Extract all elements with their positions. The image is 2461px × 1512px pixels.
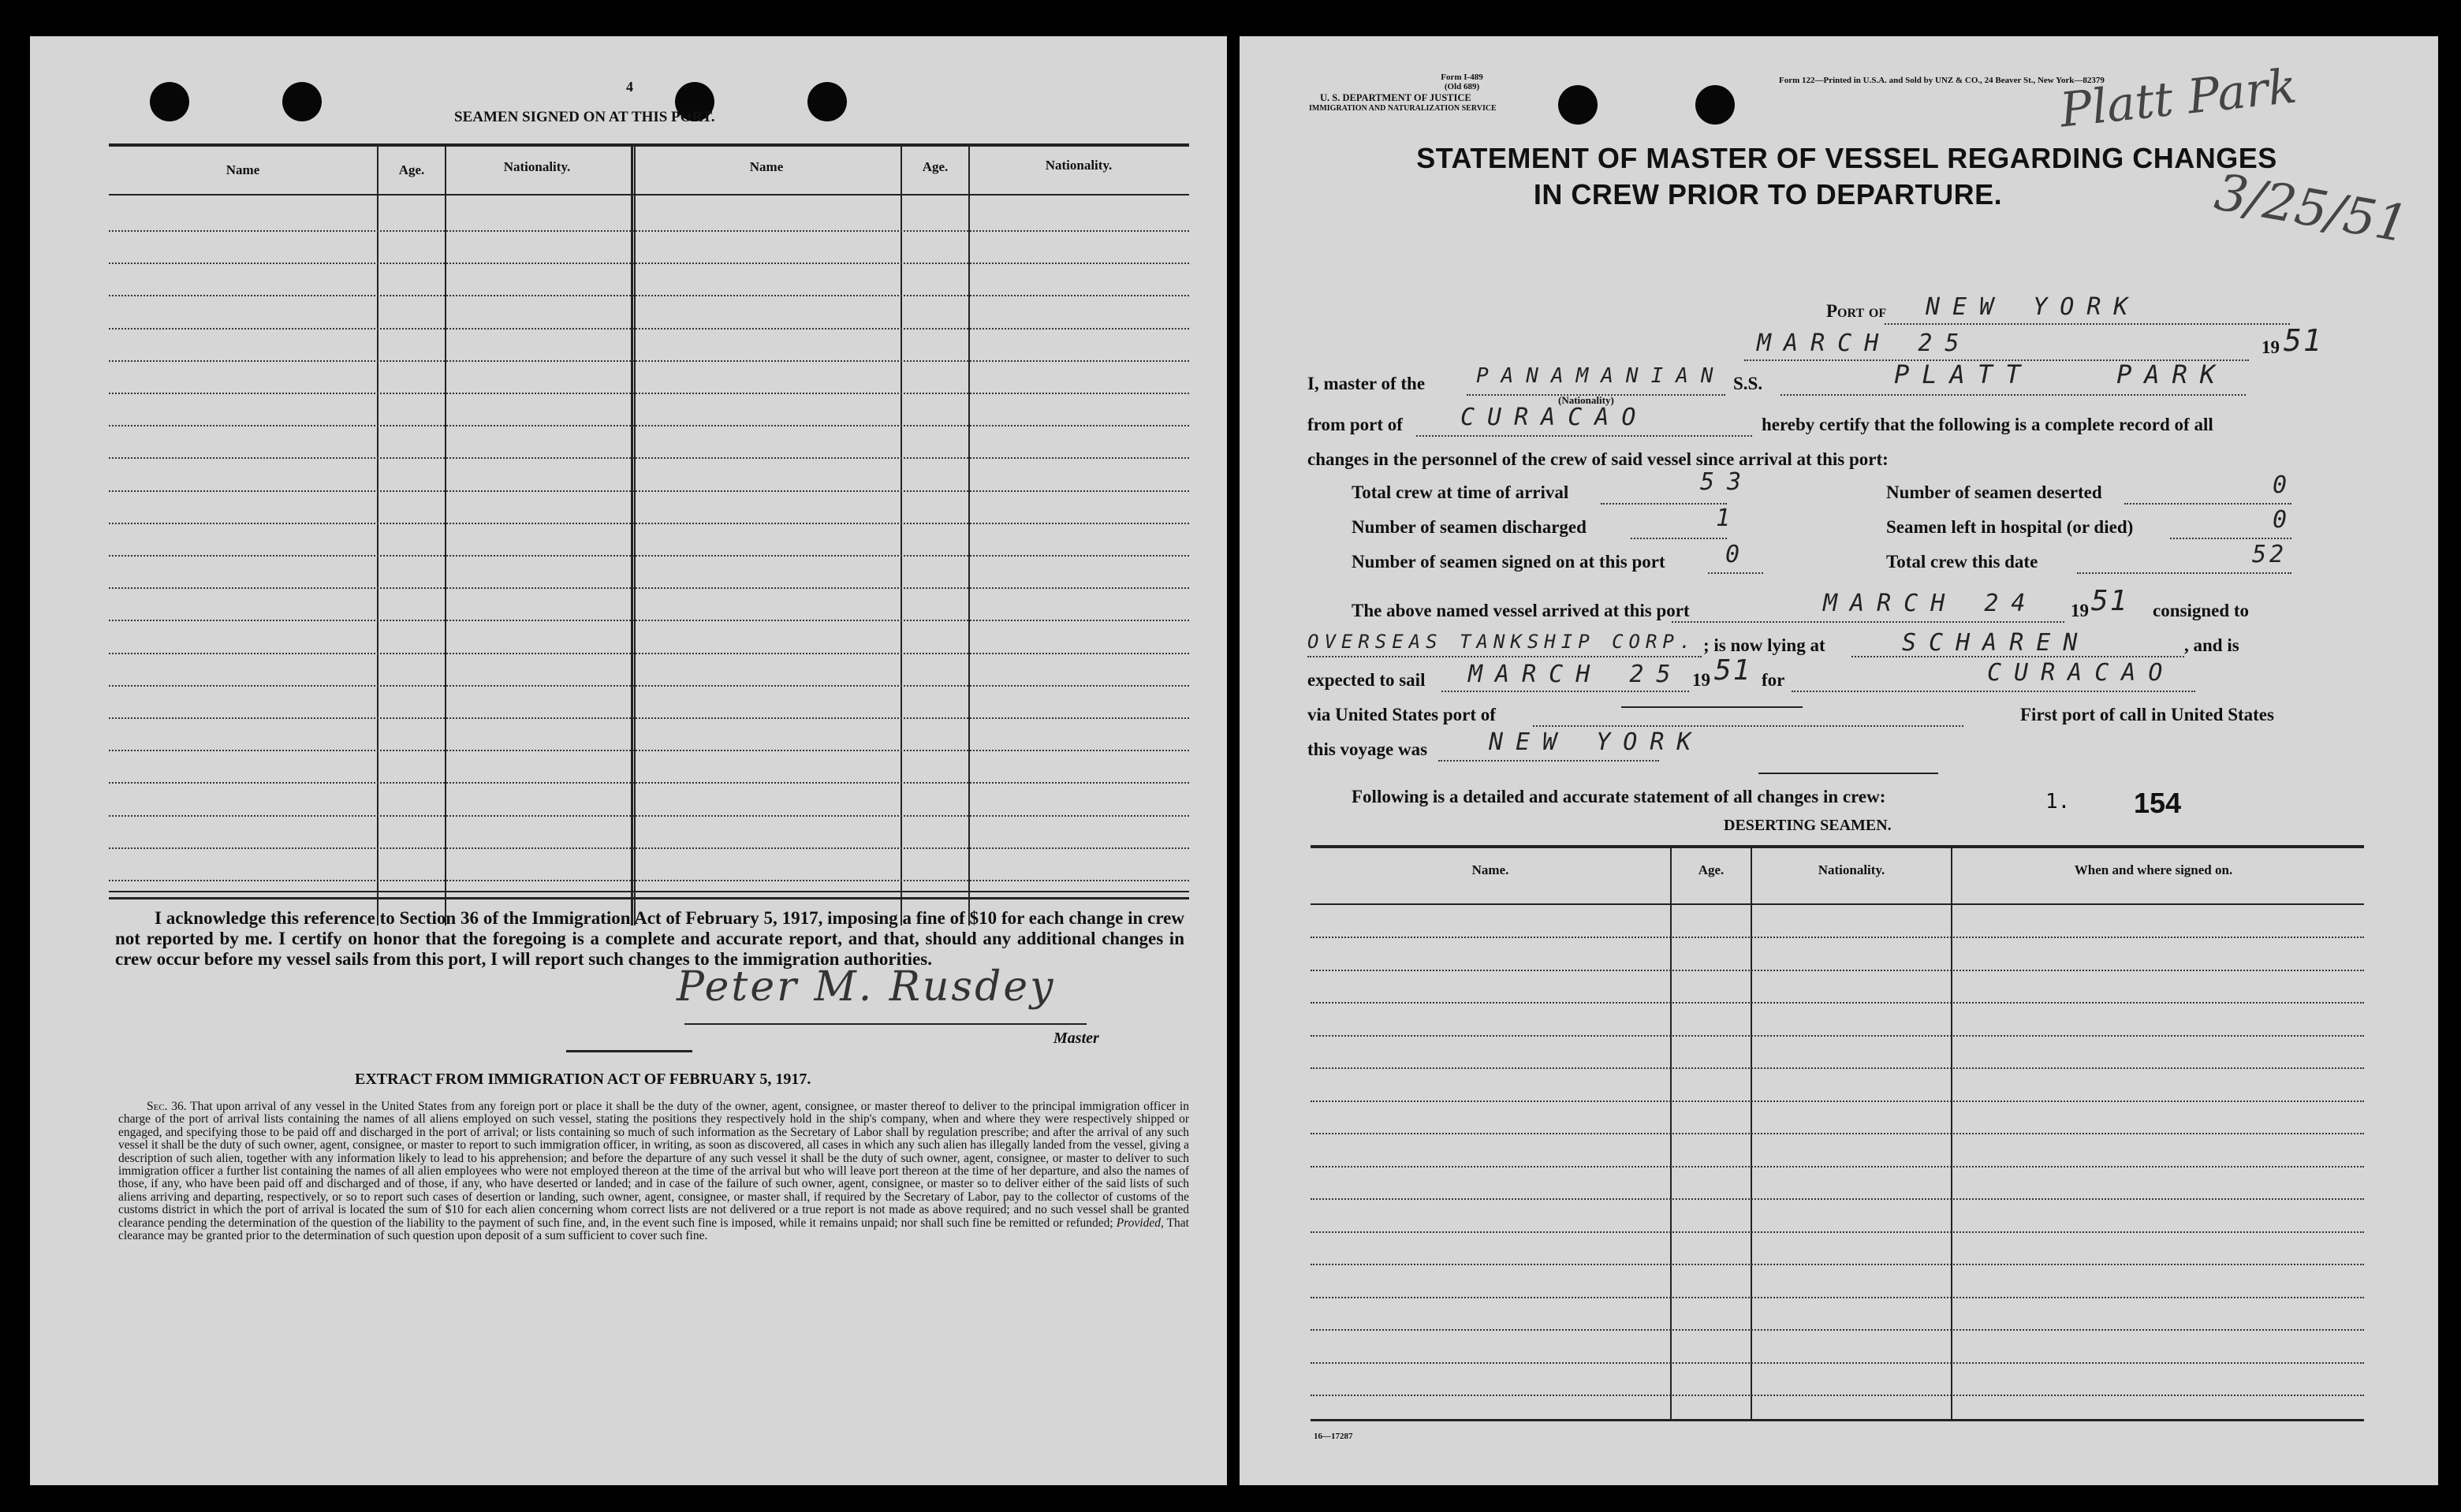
from-port-value[interactable]: CURACAO	[1460, 404, 1649, 431]
stat-line	[1601, 503, 1727, 505]
table-row[interactable]	[1311, 1231, 2364, 1233]
left-page	[30, 36, 1227, 1485]
ss-label: S.S.	[1733, 374, 1763, 393]
voyage-label: this voyage was	[1307, 739, 1428, 759]
table-row[interactable]	[109, 782, 1189, 784]
col-header-nationality: Nationality.	[1818, 862, 1885, 877]
header-rule	[109, 194, 1189, 196]
table-row[interactable]	[109, 295, 1189, 296]
stat-value-signed-on[interactable]: 0	[1725, 541, 1753, 568]
table-row[interactable]	[109, 263, 1189, 264]
consignee-line	[1307, 656, 1702, 657]
col-header-when-where: When and where signed on.	[2074, 862, 2233, 877]
table-row[interactable]	[109, 393, 1189, 394]
printer-note: Form 122—Printed in U.S.A. and Sold by UNZ & CO., 24 Beaver St., New York—82379	[1779, 76, 2105, 85]
via-struck-line	[1621, 706, 1803, 708]
handwritten-vessel-name: Platt Park	[2057, 58, 2299, 139]
nationality-value[interactable]: PANAMANIAN	[1476, 364, 1726, 388]
year-prefix: 19	[2262, 337, 2280, 357]
struck-line	[1758, 773, 1938, 774]
form-title-line1: STATEMENT OF MASTER OF VESSEL REGARDING CHANGES	[1416, 142, 2277, 174]
arrived-year-prefix: 19	[2071, 601, 2089, 620]
from-port-label: from port of	[1307, 415, 1403, 434]
table-row[interactable]	[1311, 1100, 2364, 1102]
stamp-prefix: 1.	[2045, 790, 2071, 814]
signature-line	[684, 1023, 1087, 1025]
punch-hole	[807, 82, 847, 121]
arrived-label: The above named vessel arrived at this port	[1352, 601, 1690, 620]
consignee-value[interactable]: OVERSEAS TANKSHIP CORP.	[1307, 631, 1697, 653]
table-row[interactable]	[1311, 1395, 2364, 1396]
table-row[interactable]	[109, 360, 1189, 362]
table-row[interactable]	[109, 653, 1189, 654]
first-port-label: First port of call in United States	[2020, 705, 2274, 724]
col-header-age: Age.	[398, 162, 425, 177]
footer-code: 16—17287	[1314, 1432, 1353, 1441]
punch-hole	[1695, 85, 1735, 125]
table-row[interactable]	[1311, 1035, 2364, 1037]
col-header-nationality-2: Nationality.	[1045, 158, 1113, 173]
table-row[interactable]	[1311, 1264, 2364, 1265]
following-text: Following is a detailed and accurate statement of all changes in crew:	[1352, 787, 1886, 806]
section-title: SEAMEN SIGNED ON AT THIS PORT.	[454, 109, 715, 125]
stat-line	[1708, 572, 1763, 574]
port-label: Port of	[1826, 301, 1887, 321]
table-row[interactable]	[1311, 1133, 2364, 1134]
table-row[interactable]	[109, 587, 1189, 589]
form-number: Form I-489 (Old 689)	[1441, 73, 1483, 91]
col-header-name: Name	[226, 162, 260, 177]
punch-hole	[282, 82, 322, 121]
port-value[interactable]: NEW YORK	[1926, 293, 2141, 321]
table-row[interactable]	[109, 457, 1189, 459]
via-line	[1533, 725, 1963, 727]
voyage-line	[1438, 760, 1659, 762]
department-block: U. S. DEPARTMENT OF JUSTICE IMMIGRATION AND NATURALIZATION SERVICE	[1309, 92, 1497, 113]
expected-year[interactable]: 51	[1714, 654, 1752, 687]
extract-end: That clearance may be granted prior to the determination of such question upon deposit of a sum sufficient to cover such fine.	[118, 1216, 1189, 1243]
table-row[interactable]	[109, 750, 1189, 751]
punch-hole	[1558, 85, 1598, 125]
col-header-nationality: Nationality.	[503, 159, 571, 174]
col-header-age: Age.	[1698, 862, 1725, 877]
table-row[interactable]	[109, 815, 1189, 817]
table-bottom-rule	[1311, 1419, 2364, 1421]
deserting-title: DESERTING SEAMEN.	[1724, 817, 1892, 834]
stat-label-signed-on: Number of seamen signed on at this port	[1352, 552, 1665, 572]
table-top-rule	[109, 143, 1189, 147]
page-number: 4	[626, 79, 633, 95]
table-row[interactable]	[109, 230, 1189, 232]
stat-label-total-arrival: Total crew at time of arrival	[1352, 482, 1569, 502]
stat-line	[2170, 538, 2291, 539]
stat-label-total-date: Total crew this date	[1886, 552, 2038, 572]
divider-rule	[566, 1050, 692, 1052]
table-row[interactable]	[109, 490, 1189, 492]
extract-text	[118, 1100, 1189, 1242]
table-row[interactable]	[1311, 1002, 2364, 1004]
date-value[interactable]: MARCH 25	[1757, 330, 1972, 357]
arrived-year[interactable]: 51	[2091, 585, 2129, 617]
table-row[interactable]	[1311, 937, 2364, 938]
master-label: Master	[1053, 1030, 1099, 1047]
expected-line	[1441, 691, 1689, 692]
expected-year-prefix: 19	[1692, 670, 1710, 690]
col-header-name-2: Name	[749, 159, 784, 174]
arrived-value[interactable]: MARCH 24	[1823, 590, 2038, 617]
changes-text: changes in the personnel of the crew of said vessel since arrival at this port:	[1307, 449, 1889, 469]
table-row[interactable]	[1311, 970, 2364, 971]
stat-label-deserted: Number of seamen deserted	[1886, 482, 2102, 502]
for-value[interactable]: CURACAO	[1987, 659, 2176, 687]
table-row[interactable]	[1311, 1198, 2364, 1200]
stat-value-total-date[interactable]: 52	[2252, 541, 2288, 568]
nationality-caption: (Nationality)	[1558, 394, 1614, 406]
from-port-line	[1416, 435, 1752, 437]
for-label: for	[1762, 670, 1785, 690]
table-row[interactable]	[109, 425, 1189, 426]
arrived-line	[1672, 621, 2064, 623]
stamp-number: 154	[2134, 787, 2182, 819]
master-of-label: I, master of the	[1307, 374, 1426, 393]
stat-label-discharged: Number of seamen discharged	[1352, 517, 1587, 537]
col-header-name: Name.	[1471, 862, 1509, 877]
table-row[interactable]	[109, 685, 1189, 687]
year-value[interactable]: 51	[2284, 323, 2323, 358]
acknowledgement-text: I acknowledge this reference to Section 36 of the Immigration Act of February 5, 1917, imposing a fine of $10 for each change in crew not reported by me. I certify on honor that the foregoing is a complete and accurate report, and that, should any additional changes in crew occur before my vessel sails from this port, I will report such changes to the immigration authorities.	[115, 908, 1184, 969]
expected-label: expected to sail	[1307, 670, 1426, 690]
certify-text: hereby certify that the following is a complete record of all	[1762, 415, 2213, 434]
table-row[interactable]	[1311, 1362, 2364, 1364]
handwritten-date: 3/25/51	[2210, 163, 2413, 255]
sec-label: Sec. 36.	[147, 1100, 187, 1113]
table-top-rule	[1311, 845, 2364, 848]
table-row[interactable]	[109, 847, 1189, 849]
provided-label: Provided,	[1116, 1216, 1164, 1230]
col-header-age-2: Age.	[922, 159, 949, 174]
and-is-label: , and is	[2184, 635, 2239, 655]
stat-line	[2077, 572, 2291, 574]
table-row[interactable]	[109, 555, 1189, 557]
port-line	[1885, 323, 2290, 325]
stat-value-hospital[interactable]: 0	[2273, 506, 2300, 534]
lying-label: ; is now lying at	[1703, 635, 1825, 655]
table-row[interactable]	[109, 717, 1189, 719]
table-bottom-rule-2	[109, 897, 1189, 899]
consigned-label: consigned to	[2153, 601, 2250, 620]
master-signature: Peter M. Rusdey	[677, 963, 1056, 1011]
punch-hole	[150, 82, 189, 121]
stat-label-hospital: Seamen left in hospital (or died)	[1886, 517, 2134, 537]
voyage-value[interactable]: NEW YORK	[1489, 728, 1704, 756]
extract-body: That upon arrival of any vessel in the United States from any foreign port or place it shall be the duty of the owner, agent, consignee, or master thereof to deliver to the principal immigration officer in charge of the port of arrival lists containing the names of all aliens employed on such vessel, stating the positions they respectively hold in the ship's company, when and where they were respectively shipped or engaged, and specifying those to be paid off and discharged in the port of arrival; or lists containing so much of such information as the Secretary of Labor shall by regulation prescribe; and after the arrival of any such vessel it shall be the duty of such owner, agent, consignee, or master to report to such immigration officer, in writing, as soon as discovered, all cases in which any such alien has illegally landed from the vessel, giving a description of such alien, together with any information likely to lead to his apprehension; and before the departure of any such vessel it shall be the duty of such owner, agent, consignee, or master to deliver to such immigration officer a further list containing the names of all alien employees who were not employed thereon at the time of the arrival but who will leave port thereon at the time of her departure, and also the names of those, if any, who have been paid off and discharged and of those, if any, who have deserted or landed; and in case of the failure of such owner, agent, consignee, or master so to deliver either of the said lists of such aliens arriving and departing, respectively, or so to report such cases of desertion or landing, such owner, agent, consignee, or master shall, if required by the Secretary of Labor, pay to the collector of customs of the customs district in which the port of arrival is located the sum of $10 for each alien concerning whom correct lists are not delivered or a true report is not made as above required; and no such vessel shall be granted clearance pending the determination of the question of the liability to the payment of such fine, and, in the event such fine is imposed, while it remains unpaid; nor shall such fine be remitted or refunded;	[118, 1100, 1189, 1230]
table-row[interactable]	[1311, 1166, 2364, 1168]
table-row[interactable]	[1311, 1329, 2364, 1331]
table-row[interactable]	[109, 328, 1189, 330]
via-label: via United States port of	[1307, 705, 1496, 724]
table-row[interactable]	[1311, 1297, 2364, 1298]
extract-title: EXTRACT FROM IMMIGRATION ACT OF FEBRUARY 5, 1917.	[355, 1071, 811, 1088]
vessel-value[interactable]: PLATT PARK	[1894, 359, 2228, 389]
stat-value-discharged[interactable]: 1	[1716, 505, 1743, 532]
lying-value[interactable]: SCHAREN	[1902, 629, 2090, 657]
for-line	[1792, 691, 2195, 692]
table-row[interactable]	[109, 620, 1189, 621]
stat-value-deserted[interactable]: 0	[2273, 471, 2300, 499]
stat-line	[2124, 503, 2291, 505]
table-row[interactable]	[109, 523, 1189, 524]
header-rule	[1311, 903, 2364, 905]
right-page	[1240, 36, 2438, 1485]
table-row[interactable]	[109, 880, 1189, 881]
table-bottom-rule	[109, 891, 1189, 892]
form-title-line2: IN CREW PRIOR TO DEPARTURE.	[1533, 178, 2003, 210]
table-row[interactable]	[1311, 1067, 2364, 1069]
stat-line	[1631, 538, 1727, 539]
expected-value[interactable]: MARCH 25	[1468, 661, 1684, 688]
vessel-line	[1780, 394, 2246, 396]
stat-value-total-arrival[interactable]: 53	[1700, 468, 1754, 496]
